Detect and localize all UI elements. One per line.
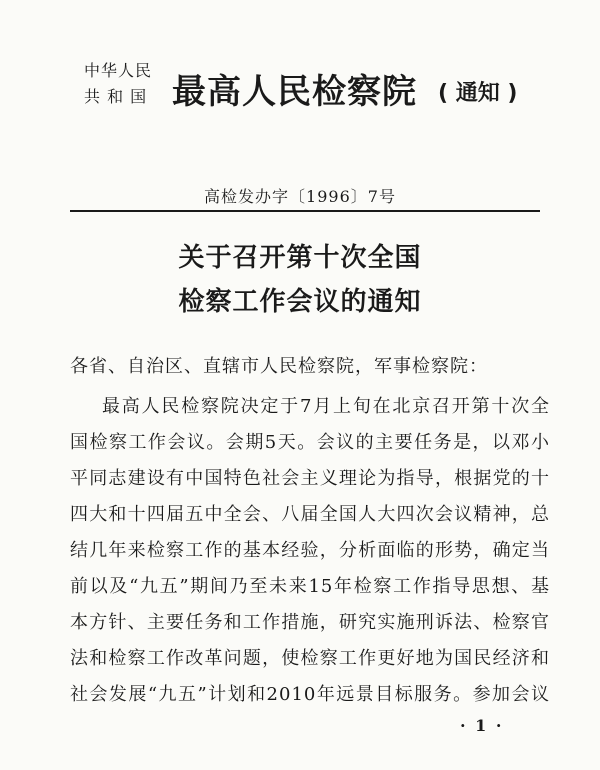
page-number: · 1 · — [460, 716, 504, 735]
issuer-country-line-2: 共 和 国 — [84, 87, 148, 106]
body-line: 法和检察工作改革问题，使检察工作更好地为国民经济和 — [70, 648, 550, 669]
addressee: 各省、自治区、直辖市人民检察院，军事检察院： — [70, 356, 488, 377]
header-divider — [70, 210, 540, 212]
body-line: 四大和十四届五中全会、八届全国人大四次会议精神，总 — [70, 504, 550, 525]
body-line: 平同志建设有中国特色社会主义理论为指导，根据党的十 — [70, 468, 550, 489]
title-line-1: 关于召开第十次全国 — [178, 243, 422, 273]
issuer-country — [84, 58, 156, 110]
title-line-2: 检察工作会议的通知 — [178, 287, 422, 317]
issuer-name: 最高人民检察院 — [172, 72, 417, 112]
body-line: 前以及“九五”期间乃至未来15年检察工作指导思想、基 — [70, 576, 550, 597]
body-line: 本方针、主要任务和工作措施，研究实施刑诉法、检察官 — [70, 612, 550, 633]
body-line: 国检察工作会议。会期5天。会议的主要任务是，以邓小 — [70, 432, 550, 453]
body-line: 结几年来检察工作的基本经验，分析面临的形势，确定当 — [70, 540, 550, 561]
body-line: 最高人民检察院决定于7月上旬在北京召开第十次全 — [102, 396, 550, 417]
document-title — [0, 236, 600, 324]
document-type: ( 通知 ) — [438, 81, 518, 106]
body-line: 社会发展“九五”计划和2010年远景目标服务。参加会议 — [70, 684, 550, 705]
document-number: 高检发办字〔1996〕7号 — [204, 187, 396, 206]
issuer-country-line-1: 中华人民 — [84, 61, 153, 80]
